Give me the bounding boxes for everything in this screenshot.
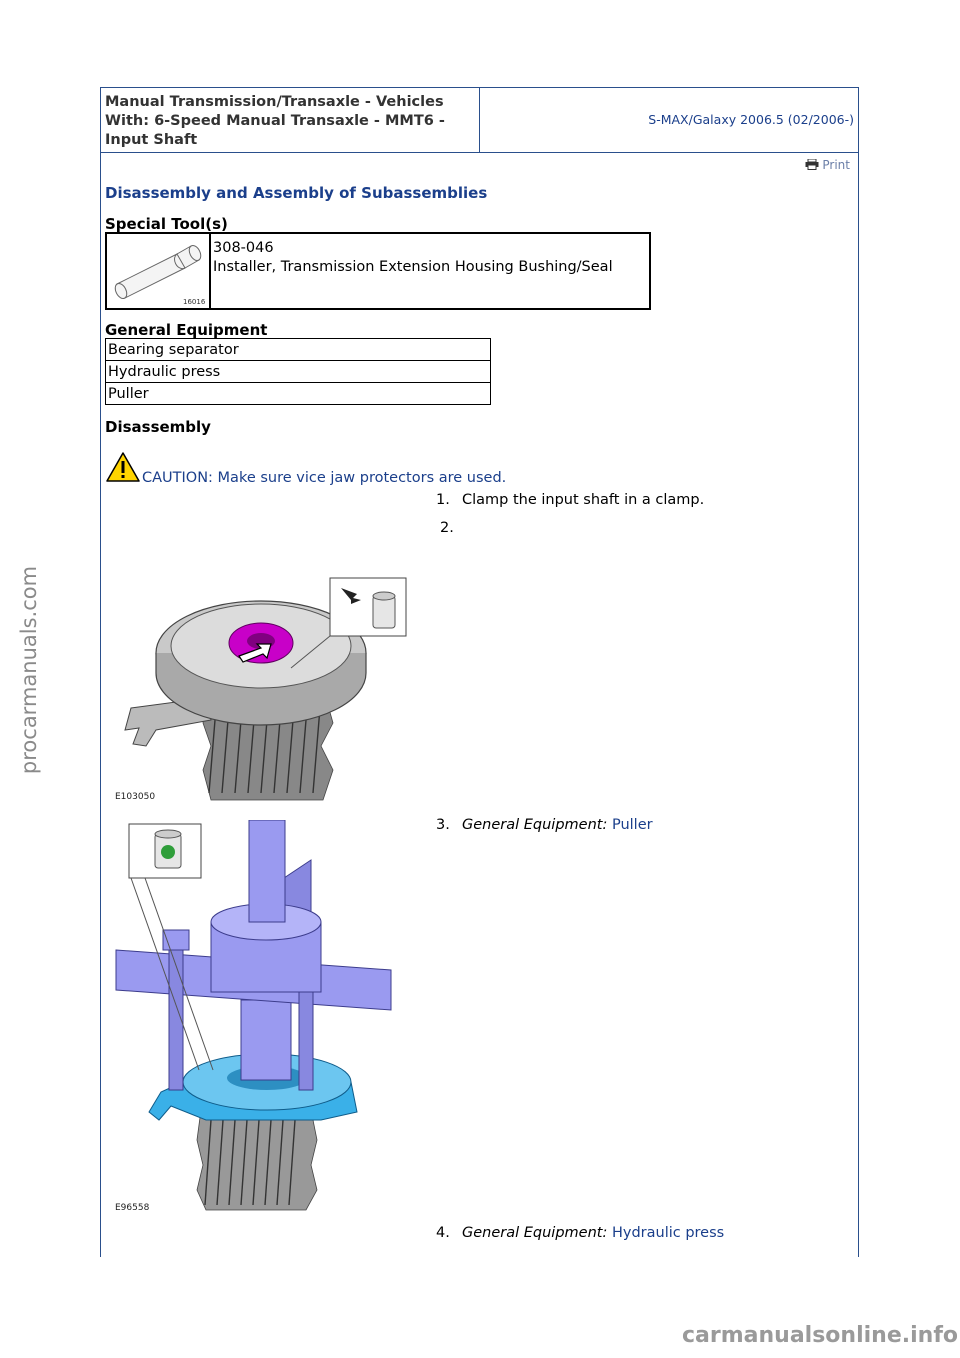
special-tool-table — [105, 232, 651, 310]
vehicle-model: S-MAX/Galaxy 2006.5 (02/2006-) — [648, 112, 854, 127]
puller-illustration — [111, 820, 401, 1214]
step-equipment-label: General Equipment: — [462, 1225, 608, 1241]
equipment-item: Bearing separator — [106, 339, 491, 361]
step-text: Clamp the input shaft in a clamp. — [462, 492, 705, 508]
caution-text: CAUTION: Make sure vice jaw protectors are used. — [142, 470, 507, 486]
print-label: Print — [822, 158, 850, 172]
print-link[interactable] — [805, 158, 850, 172]
step-number: 4. — [436, 1225, 450, 1241]
equipment-link-puller[interactable]: Puller — [611, 817, 653, 833]
step-4 — [436, 1225, 724, 1241]
input-shaft-seal-illustration — [111, 548, 411, 806]
document-title — [105, 93, 475, 150]
equipment-item: Hydraulic press — [106, 361, 491, 383]
equipment-row — [106, 361, 491, 383]
figure-2-label: E96558 — [115, 1203, 150, 1213]
equipment-row — [106, 339, 491, 361]
watermark-procarmanuals — [14, 560, 44, 780]
tool-image — [107, 234, 211, 308]
special-tools-heading: Special Tool(s) — [105, 215, 228, 233]
document-header — [101, 88, 858, 153]
watermark-carmanualsonline: carmanualsonline.info — [682, 1323, 958, 1348]
warning-icon — [105, 451, 141, 483]
tool-image-label: 16016 — [183, 298, 206, 306]
step-number: 1. — [436, 492, 450, 508]
watermark-left-text: procarmanuals.com — [17, 565, 41, 775]
step-number: 2. — [440, 520, 454, 536]
general-equipment-heading: General Equipment — [105, 321, 268, 339]
step-2 — [440, 520, 466, 536]
printer-icon — [805, 159, 819, 170]
equipment-row — [106, 383, 491, 405]
figure-e103050 — [111, 548, 411, 806]
figure-e96558 — [111, 820, 401, 1214]
step-equipment-label: General Equipment: — [462, 817, 608, 833]
equipment-link-hydraulic-press[interactable]: Hydraulic press — [611, 1225, 725, 1241]
step-number: 3. — [436, 817, 450, 833]
disassembly-heading: Disassembly — [105, 418, 211, 436]
general-equipment-table — [105, 338, 491, 405]
title-line-3: Input Shaft — [105, 132, 198, 148]
title-line-1: Manual Transmission/Transaxle - Vehicles — [105, 94, 444, 110]
step-3 — [436, 817, 653, 833]
step-1 — [436, 492, 704, 508]
equipment-item: Puller — [106, 383, 491, 405]
section-title: Disassembly and Assembly of Subassemblies — [105, 184, 488, 202]
installer-tool-illustration — [107, 234, 209, 308]
tool-description: Installer, Transmission Extension Housing Bushing/Seal — [213, 259, 613, 275]
document-frame — [100, 87, 859, 1257]
tool-code: 308-046 — [213, 240, 274, 256]
title-line-2: With: 6-Speed Manual Transaxle - MMT6 - — [105, 113, 445, 129]
figure-1-label: E103050 — [115, 792, 156, 802]
